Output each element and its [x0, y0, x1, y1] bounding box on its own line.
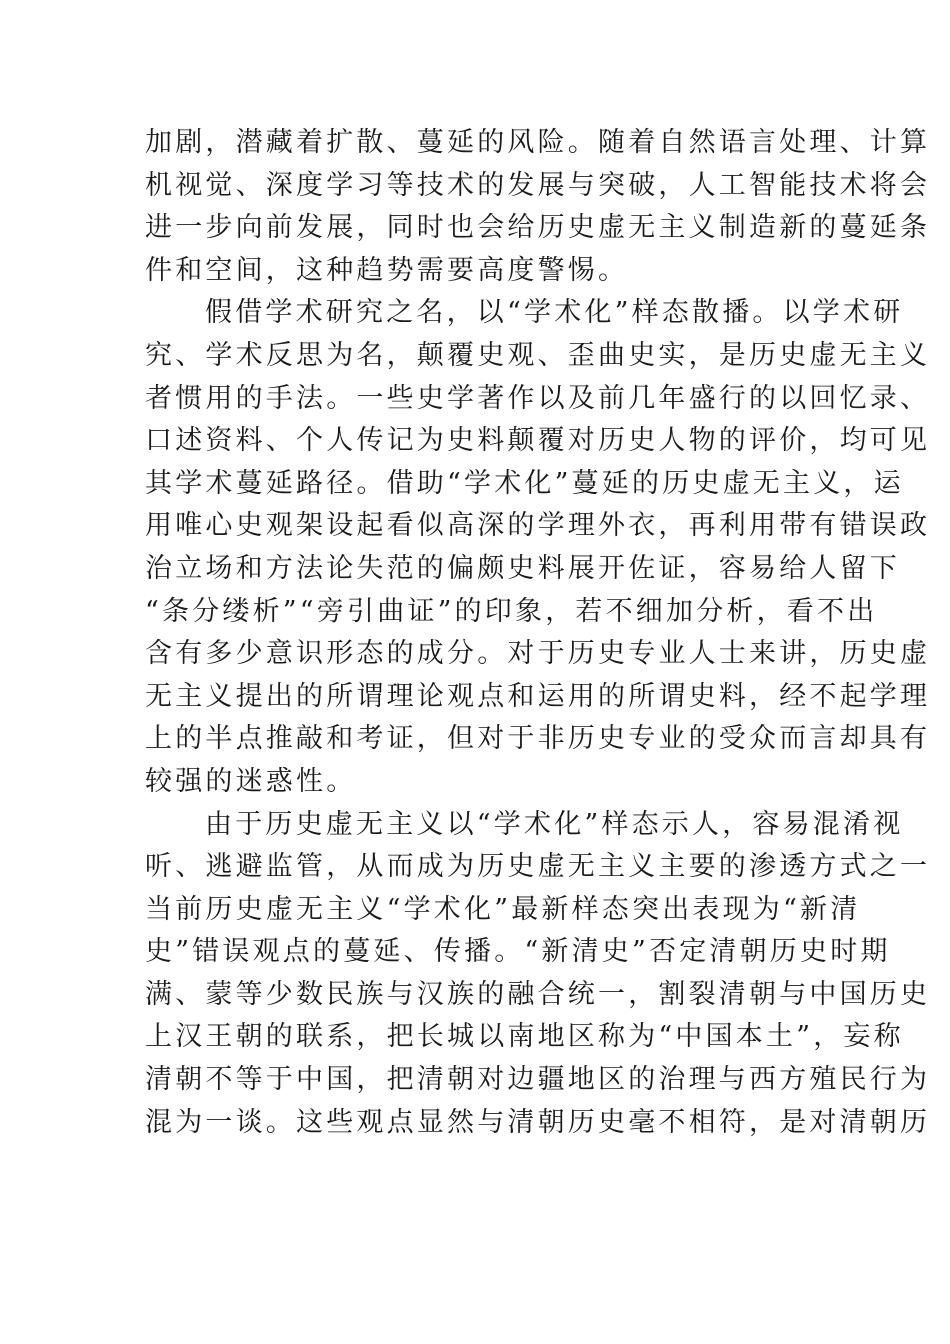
text-line: 加剧，潜藏着扩散、蔓延的风险。随着自然语言处理、计算: [145, 127, 931, 158]
paragraph-academic-guise: [145, 292, 931, 803]
text-line: 口述资料、个人传记为史料颠覆对历史人物的评价，均可见: [145, 425, 931, 457]
text-line: “条分缕析”“旁引曲证”的印象，若不细加分析，看不出: [145, 595, 878, 627]
text-line: 清朝不等于中国，把清朝对边疆地区的治理与西方殖民行为: [145, 1064, 931, 1096]
text-line: 进一步向前发展，同时也会给历史虚无主义制造新的蔓延条: [145, 212, 931, 244]
paragraph-risk-spread: [145, 122, 931, 292]
text-line: 当前历史虚无主义“学术化”最新样态突出表现为“新清: [145, 893, 861, 925]
text-line: 治立场和方法论失范的偏颇史料展开佐证，容易给人留下: [145, 552, 900, 584]
text-line: 究、学术反思为名，颠覆史观、歪曲史实，是历史虚无主义: [145, 339, 931, 371]
text-line: 机视觉、深度学习等技术的发展与突破，人工智能技术将会: [145, 169, 931, 201]
text-line: 较强的迷惑性。: [145, 765, 357, 797]
text-line: 上的半点推敲和考证，但对于非历史专业的受众而言却具有: [145, 723, 931, 755]
text-line: 上汉王朝的联系，把长城以南地区称为“中国本土”，妄称: [145, 1021, 904, 1053]
text-line: 其学术蔓延路径。借助“学术化”蔓延的历史虚无主义，运: [145, 467, 904, 499]
text-line: 件和空间，这种趋势需要高度警惕。: [145, 254, 629, 286]
text-line: 由于历史虚无主义以“学术化”样态示人，容易混淆视: [205, 808, 904, 840]
text-line: 用唯心史观架设起看似高深的学理外衣，再利用带有错误政: [145, 510, 931, 542]
text-line: 满、蒙等少数民族与汉族的融合统一，割裂清朝与中国历史: [145, 978, 931, 1010]
text-line: 无主义提出的所谓理论观点和运用的所谓史料，经不起学理: [145, 680, 931, 712]
text-line: 混为一谈。这些观点显然与清朝历史毫不相符，是对清朝历: [145, 1106, 931, 1138]
text-line: 者惯用的手法。一些史学著作以及前几年盛行的以回忆录、: [145, 382, 931, 414]
document-body: [145, 122, 931, 1144]
text-line: 含有多少意识形态的成分。对于历史专业人士来讲，历史虚: [145, 638, 931, 670]
text-line: 史”错误观点的蔓延、传播。“新清史”否定清朝历史时期: [145, 936, 891, 968]
text-line: 听、逃避监管，从而成为历史虚无主义主要的渗透方式之一: [145, 851, 931, 883]
text-line: 假借学术研究之名，以“学术化”样态散播。以学术研: [205, 297, 904, 329]
paragraph-new-qing-history: [145, 804, 931, 1145]
